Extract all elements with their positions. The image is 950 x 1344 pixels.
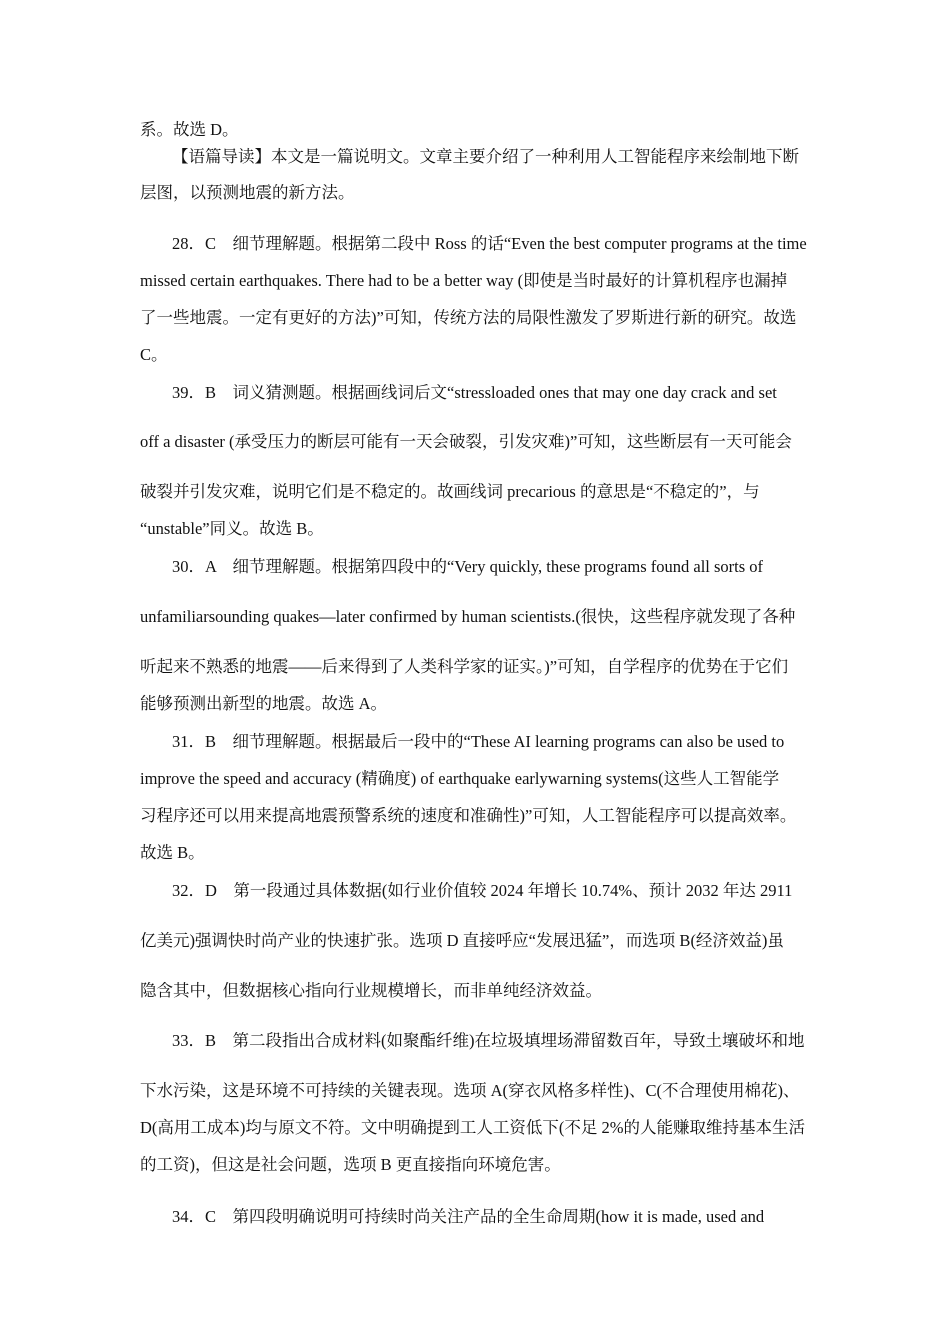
text-line: missed certain earthquakes. There had to be a better way (即使是当时最好的计算机程序也漏掉	[140, 271, 788, 290]
text-line: “unstable”同义。故选 B。	[140, 519, 324, 538]
text-line: 了一些地震。一定有更好的方法)”可知，传统方法的局限性激发了罗斯进行新的研究。故选	[140, 308, 797, 327]
text-line: 【语篇导读】本文是一篇说明文。文章主要介绍了一种利用人工智能程序来绘制地下断	[172, 147, 799, 166]
text-line: off a disaster (承受压力的断层可能有一天会破裂，引发灾难)”可知，这些断层有一天可能会	[140, 432, 792, 451]
text-line: 28．C 细节理解题。根据第二段中 Ross 的话“Even the best computer programs at the time	[172, 234, 807, 253]
text-line: 39．B 词义猜测题。根据画线词后文“stressloaded ones that may one day crack and set	[172, 383, 777, 402]
text-line: 33．B 第二段指出合成材料(如聚酯纤维)在垃圾填埋场滞留数百年，导致土壤破坏和地	[172, 1031, 805, 1050]
text-line: 亿美元)强调快时尚产业的快速扩张。选项 D 直接呼应“发展迅猛”，而选项 B(经济效益)虽	[140, 931, 784, 950]
text-line: 隐含其中，但数据核心指向行业规模增长，而非单纯经济效益。	[140, 981, 602, 1000]
text-line: improve the speed and accuracy (精确度) of earthquake earlywarning systems(这些人工智能学	[140, 769, 780, 788]
text-line: 31．B 细节理解题。根据最后一段中的“These AI learning programs can also be used to	[172, 732, 785, 751]
text-line: 的工资)，但这是社会问题，选项 B 更直接指向环境危害。	[140, 1155, 561, 1174]
text-line: 层图，以预测地震的新方法。	[140, 183, 355, 202]
text-line: 破裂并引发灾难，说明它们是不稳定的。故画线词 precarious 的意思是“不稳定的”，与	[140, 482, 760, 501]
text-line: unfamiliarsounding quakes—later confirmed by human scientists.(很快，这些程序就发现了各种	[140, 607, 796, 626]
text-line: 听起来不熟悉的地震——后来得到了人类科学家的证实。)”可知，自学程序的优势在于它们	[140, 657, 789, 676]
text-line: 30．A 细节理解题。根据第四段中的“Very quickly, these programs found all sorts of	[172, 557, 764, 576]
text-line: D(高用工成本)均与原文不符。文中明确提到工人工资低下(不足 2%的人能赚取维持基本生活	[140, 1118, 806, 1137]
text-line: 故选 B。	[140, 843, 205, 862]
text-line: 32．D 第一段通过具体数据(如行业价值较 2024 年增长 10.74%、预计 2032 年达 2911	[172, 881, 793, 900]
text-line: 能够预测出新型的地震。故选 A。	[140, 694, 388, 713]
text-line: 34．C 第四段明确说明可持续时尚关注产品的全生命周期(how it is made, used and	[172, 1207, 765, 1226]
text-line: 习程序还可以用来提高地震预警系统的速度和准确性)”可知，人工智能程序可以提高效率。	[140, 806, 797, 825]
text-line: 系。故选 D。	[140, 120, 239, 139]
text-line: 下水污染，这是环境不可持续的关键表现。选项 A(穿衣风格多样性)、C(不合理使用棉花)、	[140, 1081, 800, 1100]
text-line: C。	[140, 345, 168, 364]
